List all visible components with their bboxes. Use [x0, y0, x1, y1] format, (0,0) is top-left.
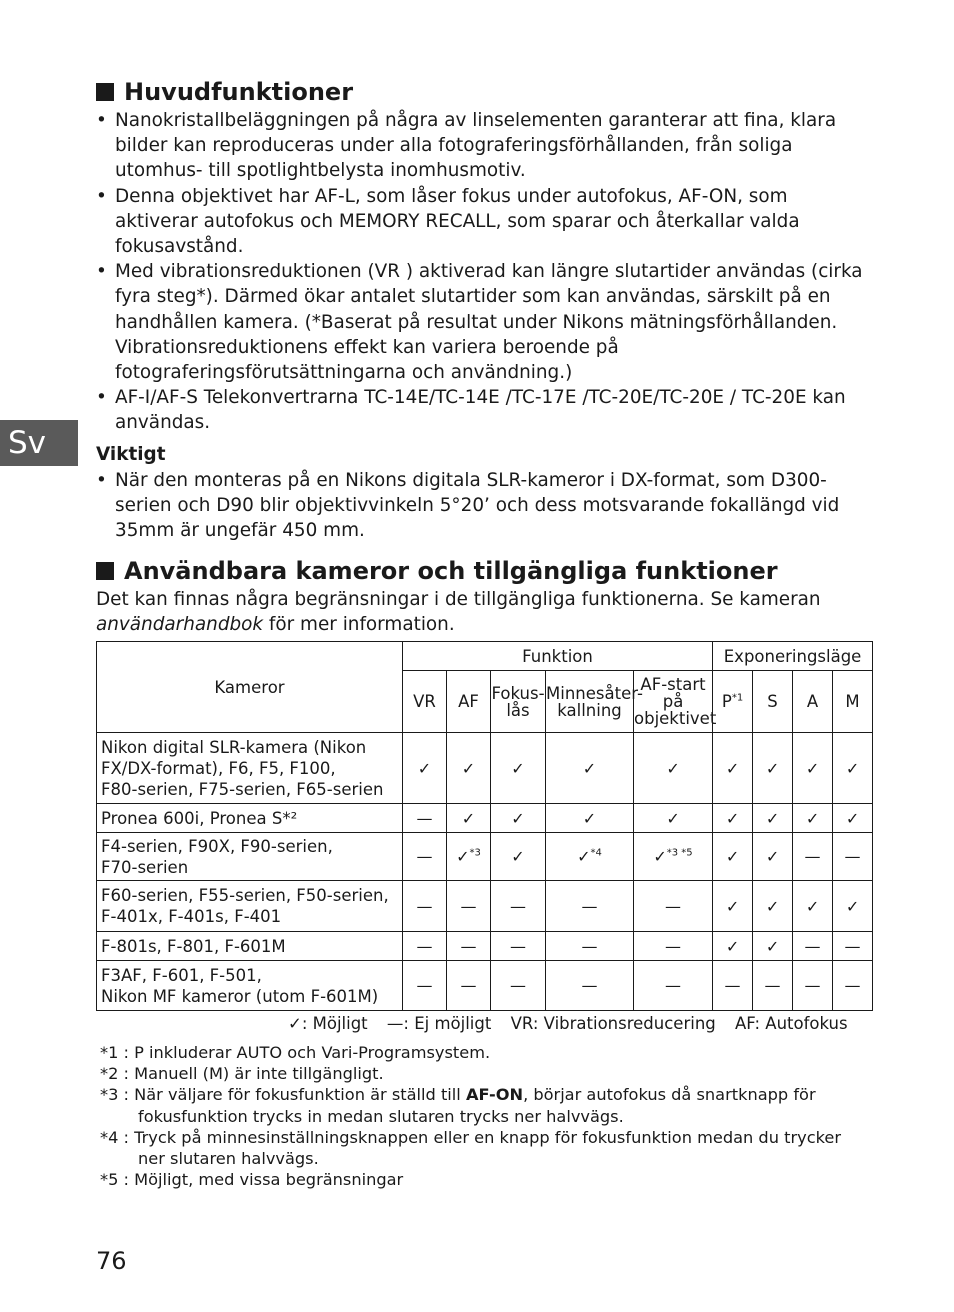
- support-cell: [546, 804, 634, 833]
- section-intro: [96, 587, 872, 637]
- check-icon: ✓: [765, 758, 780, 778]
- footnote-ref: *4: [590, 847, 602, 859]
- footnote-3: [100, 1084, 870, 1126]
- footnote-text: *3 : När väljare för fokusfunktion är ställd till: [100, 1085, 466, 1105]
- footnote-text: , börjar autofokus då snartknapp för fokusfunktion trycks in medan slutaren trycks ner halvvägs.: [138, 1085, 816, 1126]
- footnote-1: *1 : P inkluderar AUTO och Vari-Programsystem.: [100, 1043, 491, 1062]
- check-icon: ✓: [725, 808, 740, 828]
- support-cell: [546, 833, 634, 881]
- footnote-4: *4 : Tryck på minnesinställningsknappen eller en knapp för fokusfunktion medan du trycker ner slutaren halvvägs.: [100, 1127, 842, 1169]
- dash-icon: —: [460, 976, 477, 995]
- dash-icon: —: [804, 847, 821, 866]
- list-item: • Nanokristallbeläggningen på några av linselementen garanterar att fina, klara bilder kan reproduceras under alla fotograferingsförhållanden, från soliga utomhus- till spotlightbelysta inomhusmotiv.: [96, 108, 872, 184]
- check-icon: ✓: [725, 896, 740, 916]
- support-cell: [713, 961, 753, 1011]
- check-icon: ✓: [461, 808, 476, 828]
- check-icon: ✓: [765, 896, 780, 916]
- check-icon: ✓: [845, 758, 860, 778]
- check-icon: ✓: [765, 808, 780, 828]
- language-tab: Sv: [0, 420, 78, 466]
- check-icon: ✓: [765, 936, 780, 956]
- camera-name-line: Nikon MF kameror (utom F-601M): [101, 986, 379, 1006]
- support-cell: [491, 833, 546, 881]
- dash-icon: —: [416, 896, 433, 916]
- check-icon: ✓: [845, 896, 860, 916]
- header-line: Minnesåter-: [546, 683, 643, 703]
- table-row: [97, 961, 873, 1011]
- support-cell: [753, 733, 793, 804]
- camera-name-line: FX/DX-format), F6, F5, F100,: [101, 758, 336, 778]
- support-cell: [713, 932, 753, 961]
- dash-icon: —: [416, 936, 433, 956]
- check-icon: ✓: [805, 758, 820, 778]
- check-icon: ✓: [582, 808, 597, 828]
- check-icon: ✓: [653, 847, 667, 866]
- heading-text: Användbara kameror och tillgängliga funktioner: [124, 557, 778, 586]
- support-cell: [546, 961, 634, 1011]
- support-cell: [491, 804, 546, 833]
- important-list: [96, 468, 872, 544]
- table-body: [97, 733, 873, 1011]
- check-icon: ✓: [805, 896, 820, 916]
- support-cell: [634, 932, 713, 961]
- header-af: AF: [447, 671, 491, 733]
- header-line: objektivet: [634, 709, 717, 728]
- header-function: Funktion: [403, 642, 713, 671]
- check-icon: ✓: [456, 847, 470, 866]
- support-cell: [403, 881, 447, 932]
- dash-icon: —: [665, 896, 682, 916]
- legend-af: AF: Autofokus: [735, 1014, 848, 1033]
- header-vr: VR: [403, 671, 447, 733]
- support-cell: [403, 932, 447, 961]
- dash-icon: —: [764, 976, 781, 995]
- check-icon: ✓: [666, 808, 680, 828]
- table-row: [97, 804, 873, 833]
- intro-italic: användarhandbok: [96, 614, 264, 636]
- check-icon: ✓: [461, 758, 476, 778]
- list-item: • AF-I/AF-S Telekonvertrarna TC-14E/TC-14E /TC-17E /TC-20E/TC-20E / TC-20E kan användas.: [96, 385, 872, 435]
- header-a: A: [793, 671, 833, 733]
- camera-name-cell: [97, 804, 403, 833]
- support-cell: [833, 961, 873, 1011]
- header-p: [713, 671, 753, 733]
- intro-text-end: för mer information.: [263, 614, 455, 636]
- check-icon: ✓: [845, 808, 860, 828]
- support-cell: [713, 881, 753, 932]
- camera-name-line: F70-serien: [101, 857, 189, 877]
- footnote-ref: *3: [469, 847, 481, 859]
- support-cell: [447, 804, 491, 833]
- header-af-start: [634, 671, 717, 733]
- check-icon: ✓: [417, 758, 432, 778]
- square-bullet-icon: [96, 562, 114, 580]
- check-icon: ✓: [577, 847, 591, 866]
- table-row: [97, 733, 873, 804]
- dash-icon: —: [844, 847, 861, 866]
- support-cell: [634, 881, 713, 932]
- dash-icon: —: [510, 896, 526, 916]
- support-cell: [833, 833, 873, 881]
- camera-name-line: F80-serien, F75-serien, F65-serien: [101, 779, 384, 799]
- support-cell: [793, 733, 833, 804]
- table-row: [97, 833, 873, 881]
- dash-icon: —: [416, 808, 433, 828]
- camera-name-line: Pronea 600i, Pronea S*²: [101, 808, 298, 828]
- dash-icon: —: [416, 976, 433, 995]
- section-heading-compatible-cameras: [96, 555, 872, 587]
- camera-name-line: F-801s, F-801, F-601M: [101, 936, 286, 956]
- support-cell: [447, 961, 491, 1011]
- list-item: • Denna objektivet har AF-L, som låser fokus under autofokus, AF-ON, som aktiverar autofokus och MEMORY RECALL, som sparar och återkallar valda fokusavstånd.: [96, 184, 872, 260]
- camera-name-line: F4-serien, F90X, F90-serien,: [101, 836, 333, 856]
- legend-vr: VR: Vibrationsreducering: [510, 1014, 716, 1033]
- dash-icon: —: [844, 936, 861, 956]
- support-cell: [753, 881, 793, 932]
- check-icon: ✓: [725, 936, 740, 956]
- support-cell: [491, 733, 546, 804]
- support-cell: [491, 881, 546, 932]
- footnote-ref: *3 *5: [666, 847, 693, 859]
- camera-name-cell: [97, 881, 403, 932]
- header-focus-lock: [491, 671, 546, 733]
- footnote-2: *2 : Manuell (M) är inte tillgängligt.: [100, 1064, 384, 1084]
- support-cell: [491, 932, 546, 961]
- header-cameras: Kameror: [97, 642, 403, 733]
- list-item: • När den monteras på en Nikons digitala SLR-kameror i DX-format, som D300-serien och D90 blir objektivvinkeln 5°20’ och dess motsvarande fokallängd vid 35mm är ungefär 450 mm.: [96, 468, 872, 544]
- header-line: AF-start på: [640, 675, 706, 711]
- support-cell: [634, 733, 713, 804]
- dash-icon: —: [804, 936, 821, 956]
- camera-name-line: F-401x, F-401s, F-401: [101, 907, 282, 926]
- support-cell: [447, 833, 491, 881]
- camera-name-line: F3AF, F-601, F-501,: [101, 965, 262, 985]
- important-heading: Viktigt: [96, 443, 166, 465]
- heading-text: Huvudfunktioner: [124, 78, 354, 106]
- list-item: • Med vibrationsreduktionen (VR ) aktiverad kan längre slutartider användas (cirka fyra steg*). Därmed ökar antalet slutartider som kan användas, särskilt på en handhållen kamera. (*Baserat på resultat under Nikons mätningsförhållanden. Vibrationsreduktionens effekt kan variera beroende på fotograferingsförutsättningarna och användning.): [96, 259, 872, 385]
- support-cell: [833, 881, 873, 932]
- check-icon: ✓: [765, 847, 780, 866]
- camera-name-cell: [97, 733, 403, 804]
- check-icon: ✓: [511, 758, 525, 778]
- dash-icon: —: [581, 976, 598, 995]
- support-cell: [634, 804, 713, 833]
- dash-icon: —: [724, 976, 741, 995]
- support-cell: [403, 804, 447, 833]
- support-cell: [793, 932, 833, 961]
- support-cell: [447, 932, 491, 961]
- support-cell: [713, 833, 753, 881]
- support-cell: [713, 804, 753, 833]
- support-cell: [546, 932, 634, 961]
- page-content: [96, 76, 872, 637]
- support-cell: [753, 961, 793, 1011]
- table-row: [97, 932, 873, 961]
- header-m: M: [833, 671, 873, 733]
- camera-name-cell: [97, 833, 403, 881]
- dash-icon: —: [460, 936, 477, 956]
- support-cell: [713, 733, 753, 804]
- footnote-bold: AF-ON: [465, 1085, 524, 1105]
- camera-name-line: Nikon digital SLR-kamera (Nikon: [101, 737, 367, 757]
- dash-icon: —: [581, 936, 598, 956]
- camera-name-cell: [97, 932, 403, 961]
- support-cell: [793, 881, 833, 932]
- check-icon: ✓: [511, 808, 525, 828]
- support-cell: [546, 881, 634, 932]
- header-exposure: Exponeringsläge: [713, 642, 873, 671]
- check-icon: ✓: [805, 808, 820, 828]
- footnote-5: *5 : Möjligt, med vissa begränsningar: [100, 1170, 404, 1190]
- support-cell: [403, 961, 447, 1011]
- section-heading-main-features: [96, 76, 872, 108]
- header-s: S: [753, 671, 793, 733]
- dash-icon: —: [804, 976, 821, 995]
- camera-name-line: F60-serien, F55-serien, F50-serien,: [101, 886, 389, 905]
- dash-icon: —: [665, 936, 682, 956]
- check-icon: ✓: [725, 758, 740, 778]
- header-line: P: [721, 692, 732, 711]
- dash-icon: —: [510, 976, 526, 995]
- dash-icon: —: [416, 847, 433, 866]
- support-cell: [833, 733, 873, 804]
- check-icon: ✓: [582, 758, 597, 778]
- support-cell: [546, 733, 634, 804]
- table-row: [97, 881, 873, 932]
- legend-not-possible: —: Ej möjligt: [386, 1014, 492, 1033]
- feature-list: [96, 108, 872, 436]
- header-line: kallning: [557, 700, 622, 720]
- check-icon: ✓: [725, 847, 740, 866]
- support-cell: [793, 961, 833, 1011]
- support-cell: [634, 833, 713, 881]
- page-number: 76: [96, 1247, 127, 1275]
- support-cell: [793, 804, 833, 833]
- footnote-ref: *1: [731, 692, 744, 704]
- support-cell: [447, 881, 491, 932]
- header-memory-recall: [546, 671, 643, 733]
- intro-text: Det kan finnas några begränsningar i de tillgängliga funktionerna. Se kameran: [96, 589, 821, 611]
- support-cell: [833, 804, 873, 833]
- header-line: lås: [506, 700, 530, 720]
- support-cell: [634, 961, 713, 1011]
- dash-icon: —: [460, 896, 477, 916]
- dash-icon: —: [510, 936, 526, 956]
- dash-icon: —: [844, 976, 861, 995]
- dash-icon: —: [665, 976, 682, 995]
- support-cell: [403, 733, 447, 804]
- dash-icon: —: [581, 896, 598, 916]
- support-cell: [403, 833, 447, 881]
- support-cell: [491, 961, 546, 1011]
- support-cell: [793, 833, 833, 881]
- check-icon: ✓: [666, 758, 680, 778]
- legend-possible: ✓: Möjligt: [288, 1014, 368, 1033]
- support-cell: [753, 833, 793, 881]
- header-line: Fokus-: [491, 683, 545, 703]
- check-icon: ✓: [511, 847, 525, 866]
- support-cell: [753, 932, 793, 961]
- support-cell: [753, 804, 793, 833]
- camera-name-cell: [97, 961, 403, 1011]
- support-cell: [447, 733, 491, 804]
- support-cell: [833, 932, 873, 961]
- camera-compatibility-table: [96, 641, 873, 1011]
- table-legend: [288, 1014, 862, 1033]
- footnotes: [100, 1042, 870, 1190]
- square-bullet-icon: [96, 83, 114, 101]
